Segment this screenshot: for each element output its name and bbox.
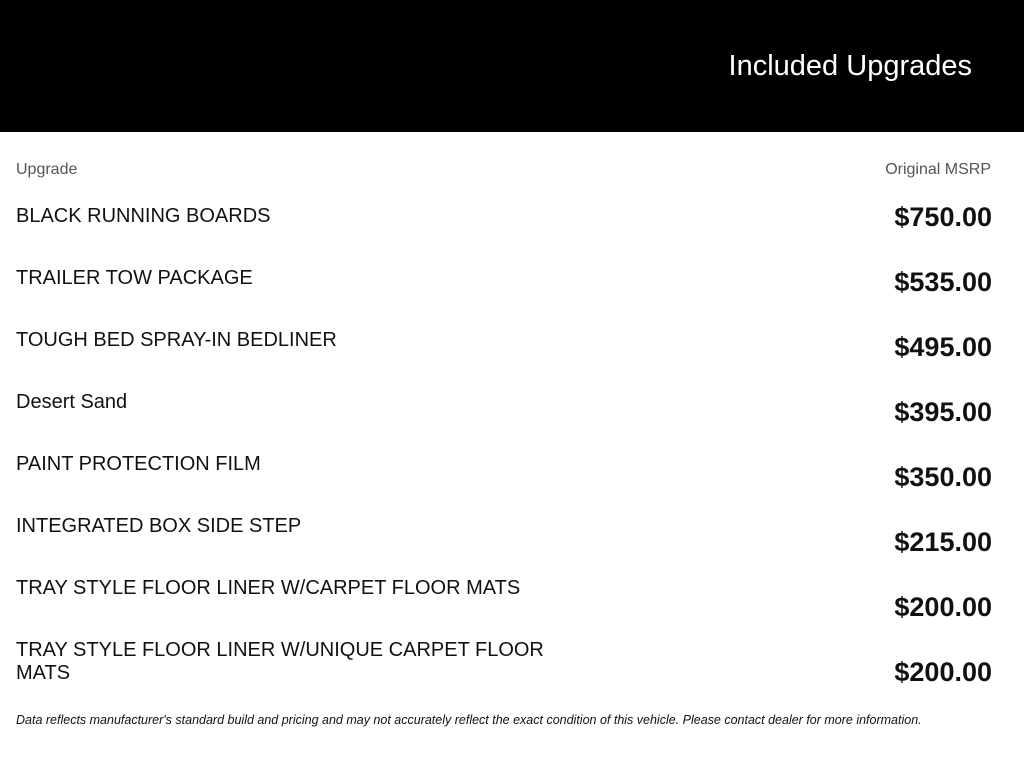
column-header-msrp: Original MSRP: [885, 161, 991, 178]
upgrade-name: TOUGH BED SPRAY-IN BEDLINER: [16, 329, 337, 351]
upgrade-price: $350.00: [894, 462, 992, 492]
upgrade-name: PAINT PROTECTION FILM: [16, 453, 261, 475]
upgrade-name: INTEGRATED BOX SIDE STEP: [16, 515, 302, 537]
upgrade-price: $750.00: [894, 202, 992, 232]
upgrade-price: $200.00: [894, 592, 992, 622]
upgrade-name: Desert Sand: [16, 391, 128, 413]
upgrade-name: TRAILER TOW PACKAGE: [16, 267, 253, 289]
upgrade-price: $395.00: [894, 397, 992, 427]
upgrade-name: TRAY STYLE FLOOR LINER W/CARPET FLOOR MATS: [16, 577, 521, 599]
upgrade-name: BLACK RUNNING BOARDS: [16, 205, 271, 227]
column-header-upgrade: Upgrade: [16, 161, 78, 178]
upgrade-price: $535.00: [894, 267, 992, 297]
header-bar: [0, 0, 1024, 132]
upgrade-price: $215.00: [894, 527, 992, 557]
page-title: Included Upgrades: [728, 50, 972, 82]
disclaimer-text: Data reflects manufacturer's standard build and pricing and may not accurately reflect the exact condition of this vehicle. Please contact dealer for more information.: [16, 713, 922, 727]
upgrade-price: $495.00: [894, 332, 992, 362]
upgrade-price: $200.00: [894, 657, 992, 687]
upgrade-name: TRAY STYLE FLOOR LINER W/UNIQUE CARPET FLOOR MATS: [16, 639, 544, 684]
